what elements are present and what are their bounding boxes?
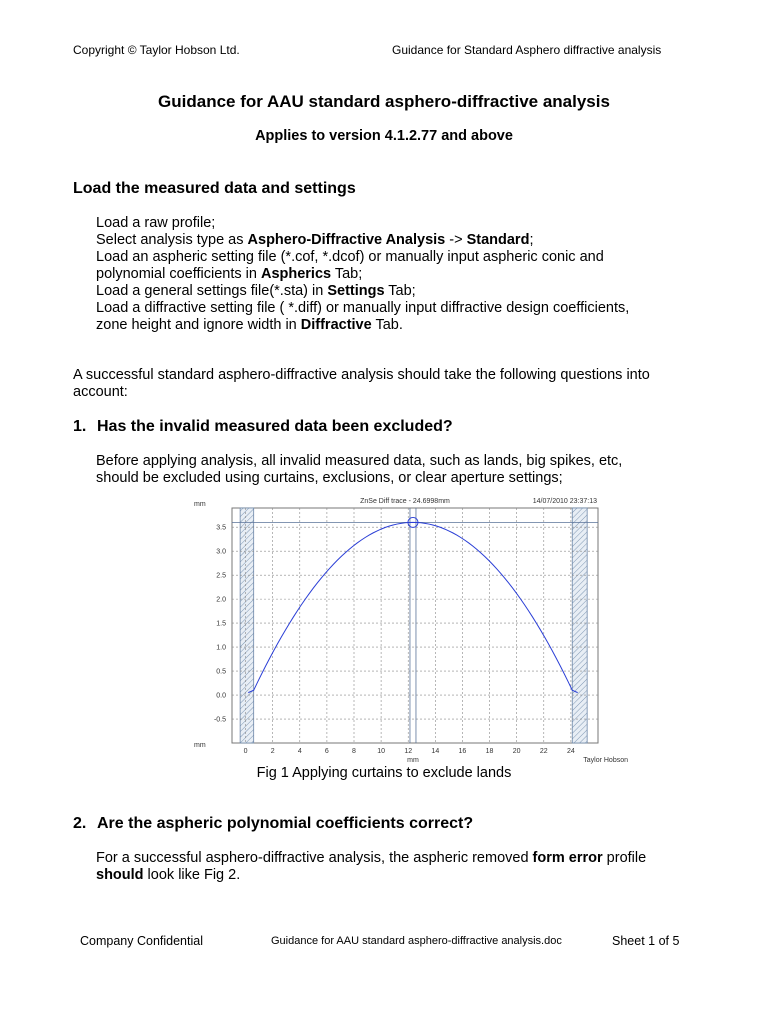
bold-text: Aspherics (260, 266, 332, 282)
text-run: Load a general settings file(*.sta) in (96, 283, 328, 299)
bold-text: form error (532, 850, 603, 866)
question-1-line: should be excluded using curtains, exclusions, or clear aperture settings; (96, 470, 563, 486)
load-step-line (96, 300, 629, 317)
x-tick-label: 24 (566, 748, 575, 755)
footer-filename: Guidance for AAU standard asphero-diffractive analysis.doc (271, 935, 562, 947)
question-2-line (96, 850, 646, 867)
bold-text: should (96, 867, 144, 883)
x-tick-label: 2 (270, 748, 275, 755)
intro-paragraph (73, 367, 650, 401)
x-tick-label: 16 (458, 748, 467, 755)
x-tick-label: 4 (297, 748, 302, 755)
x-tick-label: 20 (512, 748, 521, 755)
load-steps-list (96, 215, 629, 334)
text-run: Tab. (371, 317, 403, 333)
load-step-line (96, 232, 629, 249)
header-doc-title: Guidance for Standard Asphero diffractive analysis (392, 43, 662, 57)
question-2-line (96, 867, 646, 884)
section-load-heading: Load the measured data and settings (73, 180, 356, 197)
x-tick-label: 8 (352, 748, 356, 755)
chart-title: ZnSe Diff trace - 24.6998mm (360, 498, 450, 505)
question-1-number: 1. (73, 418, 87, 435)
intro-line: account: (73, 384, 128, 400)
y-tick-label: 1.0 (216, 644, 226, 652)
text-run: Tab; (331, 266, 363, 282)
text-run: -> (445, 232, 467, 248)
bold-text: Standard (466, 232, 530, 248)
text-run: profile (602, 850, 647, 866)
y-tick-label: 3.5 (216, 524, 226, 532)
profile-chart (190, 493, 630, 768)
text-run: ; (529, 232, 534, 248)
brand-label: Taylor Hobson (583, 757, 628, 764)
y-tick-label: 0.0 (216, 692, 226, 700)
x-tick-label: 10 (377, 748, 386, 755)
text-run: Load a raw profile; (96, 215, 216, 231)
figure-1-caption: Fig 1 Applying curtains to exclude lands (256, 765, 512, 781)
text-run: polynomial coefficients in (96, 266, 261, 282)
load-step-line (96, 249, 629, 266)
chart-timestamp: 14/07/2010 23:37:13 (532, 498, 597, 505)
text-run: For a successful asphero-diffractive analysis, the aspheric removed (96, 850, 533, 866)
text-run: zone height and ignore width in (96, 317, 301, 333)
question-1-paragraph (96, 453, 622, 487)
x-tick-label: 0 (243, 748, 248, 755)
header-copyright: Copyright © Taylor Hobson Ltd. (73, 43, 240, 57)
question-2-number: 2. (73, 815, 87, 832)
y-tick-label: 2.0 (216, 596, 226, 604)
footer-sheet-number: Sheet 1 of 5 (612, 934, 680, 948)
text-run: Load an aspheric setting file (*.cof, *.dcof) or manually input aspheric conic and (96, 249, 604, 265)
footer-confidential: Company Confidential (80, 934, 203, 948)
text-run: Tab; (384, 283, 416, 299)
x-tick-label: 12 (404, 748, 413, 755)
y-tick-label: -0.5 (213, 716, 226, 724)
y-tick-label: 1.5 (216, 620, 226, 628)
curtain-region (240, 508, 254, 743)
bold-text: Settings (327, 283, 385, 299)
text-run: Select analysis type as (96, 232, 248, 248)
load-step-line (96, 317, 629, 334)
x-axis-label: mm (407, 757, 419, 764)
y-tick-label: 2.5 (216, 572, 226, 580)
question-2-paragraph (96, 850, 646, 884)
y-axis-bottom-label: mm (194, 742, 206, 749)
page-title: Guidance for AAU standard asphero-diffractive analysis (158, 92, 610, 111)
question-1-heading: Has the invalid measured data been excluded? (97, 418, 453, 435)
load-step-line (96, 266, 629, 283)
bold-text: Diffractive (300, 317, 372, 333)
x-tick-label: 22 (539, 748, 548, 755)
load-step-line (96, 283, 629, 300)
x-tick-label: 18 (485, 748, 494, 755)
x-tick-label: 14 (431, 748, 440, 755)
bold-text: Asphero-Diffractive Analysis (247, 232, 446, 248)
page-subtitle: Applies to version 4.1.2.77 and above (255, 128, 513, 144)
intro-line: A successful standard asphero-diffractive analysis should take the following questions into (73, 367, 650, 383)
text-run: look like Fig 2. (143, 867, 241, 883)
y-tick-label: 0.5 (216, 668, 226, 676)
load-step-line (96, 215, 629, 232)
plot-frame (232, 508, 598, 743)
curtain-region (572, 508, 587, 743)
x-tick-label: 6 (324, 748, 329, 755)
text-run: Load a diffractive setting file ( *.diff) or manually input diffractive design coefficients, (96, 300, 630, 316)
question-2-heading: Are the aspheric polynomial coefficients correct? (97, 815, 474, 832)
y-tick-label: 3.0 (216, 548, 226, 556)
y-axis-label: mm (194, 501, 206, 508)
question-1-line: Before applying analysis, all invalid measured data, such as lands, big spikes, etc, (96, 453, 623, 469)
